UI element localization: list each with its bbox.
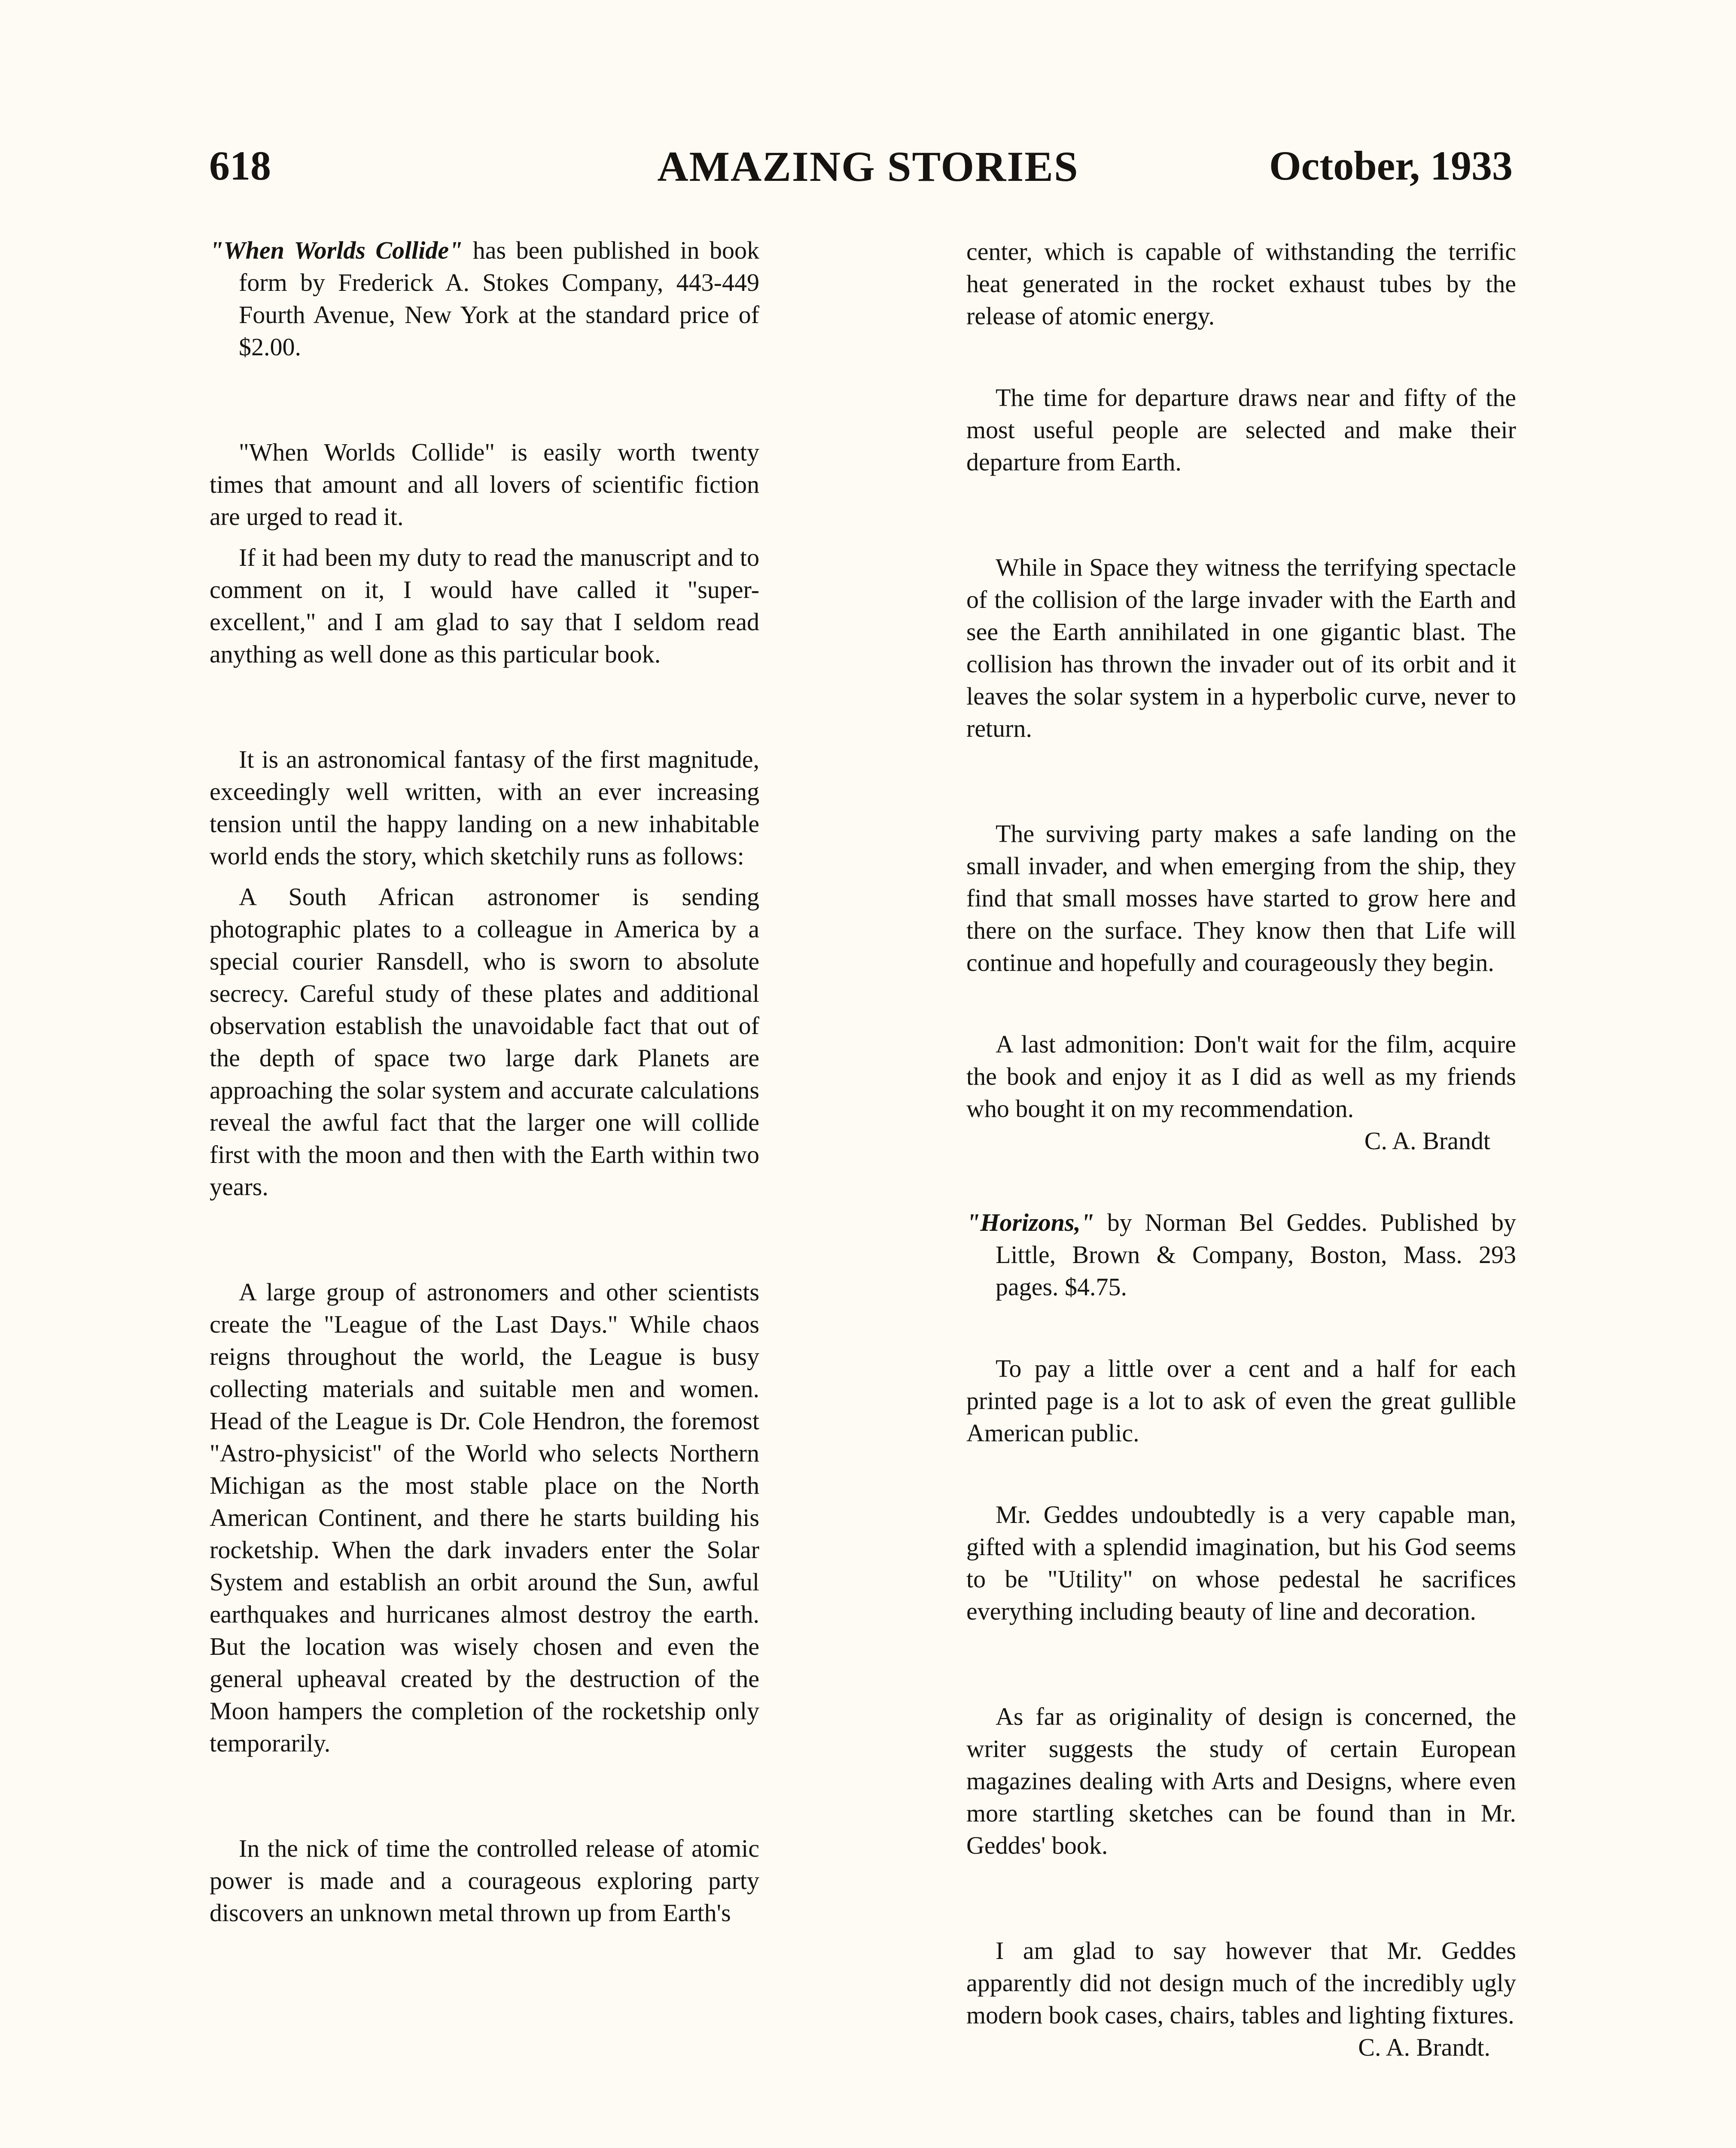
paragraph: A large group of astronomers and other scientists create the "League of the Last Days." While chaos reigns throughout the world, the League is busy collecting materials and suitable men and women. Head of the League is Dr. Cole Hendron, the foremost "Astro-physicist" of the World who selects Northern Michigan as the most stable place on the North American Continent, and there he starts building his rocketship. When the dark invaders enter the Solar System and establish an orbit around the Sun, awful earthquakes and hurricanes almost destroy the earth. But the location was wisely chosen and even the general upheaval created by the destruction of the Moon hampers the completion of the rocketship only temporarily. [210,1278,759,1757]
page-number: 618 [209,143,271,189]
signature: C. A. Brandt. [1358,2033,1490,2061]
review-heading-horizons [966,1206,1516,1303]
paragraph: A last admonition: Don't wait for the film, acquire the book and enjoy it as I did as well as my friends who bought it on my recommendation. [966,1030,1516,1123]
paragraph: While in Space they witness the terrifying spectacle of the collision of the large invader with the Earth and see the Earth annihilated in one gigantic blast. The collision has thrown the invader out of its orbit and it leaves the solar system in a hyperbolic curve, never to return. [966,553,1516,742]
signature: C. A. Brandt [1364,1127,1490,1155]
paragraph: Mr. Geddes undoubtedly is a very capable man, gifted with a splendid imagination, but his God seems to be "Utility" on whose pedestal he sacrifices everything including beauty of line and decoration. [966,1501,1516,1625]
book-title: "When Worlds Collide" [210,236,463,264]
review-heading-when-worlds-collide [210,234,759,363]
paragraph: It is an astronomical fantasy of the first magnitude, exceedingly well written, with an ever increasing tension until the happy landing on a new inhabitable world ends the story, which sketchily runs as follows: [210,745,759,870]
issue-date: October, 1933 [1269,143,1513,189]
paragraph: As far as originality of design is concerned, the writer suggests the study of certain European magazines dealing with Arts and Designs, where even more startling sketches can be found than in Mr. Geddes' book. [966,1703,1516,1859]
paragraph: center, which is capable of withstanding the terrific heat generated in the rocket exhaust tubes by the release of atomic energy. [966,238,1516,330]
book-title: "Horizons," [966,1208,1095,1236]
publication-info: has been published in book form by Frederick A. Stokes Company, 443-449 Fourth Avenue, New York at the standard price of $2.00. [239,236,759,361]
paragraph: If it had been my duty to read the manuscript and to comment on it, I would have called it "super-excellent," and I am glad to say that I seldom read anything as well done as this particular book. [210,543,759,668]
page-header [0,142,1736,206]
paragraph: I am glad to say however that Mr. Geddes apparently did not design much of the incredibly ugly modern book cases, chairs, tables and lighting fixtures. [966,1937,1516,2029]
publication-info: by Norman Bel Geddes. Published by Little, Brown & Company, Boston, Mass. 293 pages. $4.75. [996,1208,1516,1301]
left-column [210,234,759,1929]
paragraph: "When Worlds Collide" is easily worth twenty times that amount and all lovers of scientific fiction are urged to read it. [210,438,759,531]
paragraph: A South African astronomer is sending photographic plates to a colleague in America by a special courier Ransdell, who is sworn to absolute secrecy. Careful study of these plates and additional observation establish the unavoidable fact that out of the depth of space two large dark Planets are approaching the solar system and accurate calculations reveal the awful fact that the larger one will collide first with the moon and then with the Earth within two years. [210,883,759,1201]
magazine-title: AMAZING STORIES [657,143,1079,190]
paragraph: The surviving party makes a safe landing on the small invader, and when emerging from the ship, they find that small mosses have started to grow here and there on the surface. They know then that Life will continue and hopefully and courageously they begin. [966,820,1516,976]
right-column [966,235,1516,2063]
paragraph: The time for departure draws near and fifty of the most useful people are selected and make their departure from Earth. [966,384,1516,476]
paragraph: To pay a little over a cent and a half for each printed page is a lot to ask of even the great gullible American public. [966,1355,1516,1447]
paragraph: In the nick of time the controlled release of atomic power is made and a courageous exploring party discovers an unknown metal thrown up from Earth's [210,1834,759,1927]
